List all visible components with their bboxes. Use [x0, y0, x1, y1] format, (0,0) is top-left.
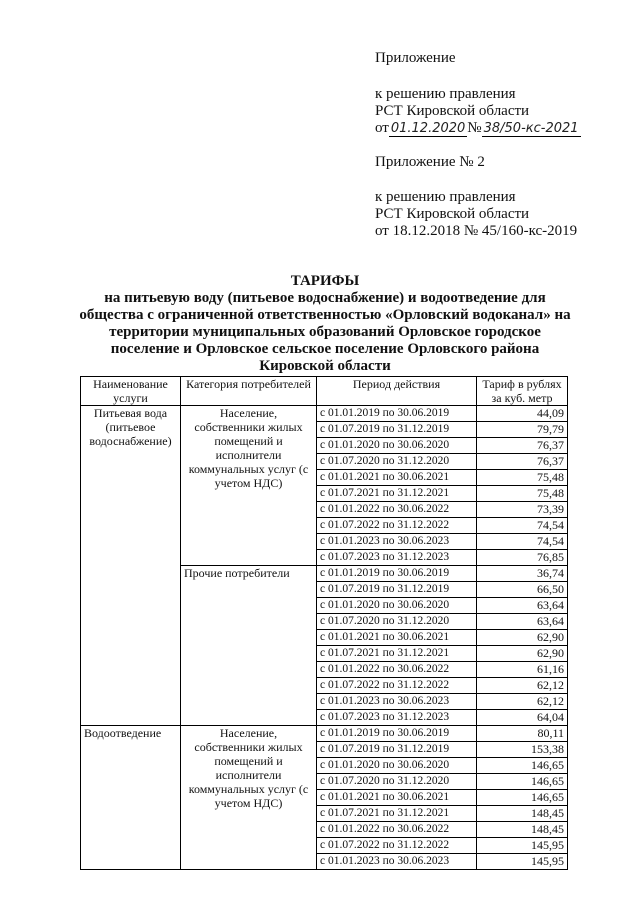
title-line: Кировской области	[259, 358, 391, 374]
tariff-cell: 66,50	[477, 582, 568, 598]
ref-number-sign: №	[467, 120, 482, 136]
consumer-category-cell: Население, собственники жилых помещений и исполнители коммунальных услуг (с учетом НДС)	[181, 726, 317, 870]
consumer-category-cell: Прочие потребители	[181, 566, 317, 726]
tariff-cell: 76,85	[477, 550, 568, 566]
period-cell: с 01.01.2022 по 30.06.2022	[317, 662, 477, 678]
period-cell: с 01.07.2023 по 31.12.2023	[317, 550, 477, 566]
period-cell: с 01.01.2019 по 30.06.2019	[317, 406, 477, 422]
tariff-cell: 145,95	[477, 838, 568, 854]
decision-label: к решению правления	[375, 86, 516, 102]
title-line: общества с ограниченной ответственностью «Орловский водоканал» на	[79, 307, 571, 323]
header-period: Период действия	[317, 377, 477, 406]
title-line: территории муниципальных образований Орловское городское	[109, 324, 541, 340]
period-cell: с 01.07.2019 по 31.12.2019	[317, 742, 477, 758]
period-cell: с 01.01.2020 по 30.06.2020	[317, 758, 477, 774]
title-line: поселение и Орловское сельское поселение Орловского района	[110, 341, 540, 357]
tariff-cell: 148,45	[477, 806, 568, 822]
decision-2-reference: от 18.12.2018 № 45/160-кс-2019	[375, 223, 578, 239]
period-cell: с 01.07.2020 по 31.12.2020	[317, 454, 477, 470]
period-cell: с 01.01.2022 по 30.06.2022	[317, 502, 477, 518]
tariff-cell: 62,12	[477, 678, 568, 694]
table-row	[81, 726, 568, 742]
tariff-cell: 62,90	[477, 646, 568, 662]
tariff-table	[80, 376, 568, 870]
period-cell: с 01.01.2020 по 30.06.2020	[317, 438, 477, 454]
tariff-cell: 64,04	[477, 710, 568, 726]
period-cell: с 01.01.2019 по 30.06.2019	[317, 566, 477, 582]
appendix-label: Приложение	[375, 50, 456, 66]
decision-reference	[375, 120, 581, 137]
ref-prefix: от	[375, 120, 389, 136]
tariff-cell: 145,95	[477, 854, 568, 870]
header-service: Наименование услуги	[81, 377, 181, 406]
tariff-cell: 36,74	[477, 566, 568, 582]
period-cell: с 01.07.2019 по 31.12.2019	[317, 582, 477, 598]
tariff-cell: 73,39	[477, 502, 568, 518]
tariff-cell: 153,38	[477, 742, 568, 758]
tariff-cell: 75,48	[477, 486, 568, 502]
period-cell: с 01.01.2021 по 30.06.2021	[317, 630, 477, 646]
period-cell: с 01.07.2020 по 31.12.2020	[317, 774, 477, 790]
org-2-label: РСТ Кировской области	[375, 206, 530, 222]
period-cell: с 01.01.2021 по 30.06.2021	[317, 790, 477, 806]
tariff-cell: 146,65	[477, 774, 568, 790]
tariff-cell: 61,16	[477, 662, 568, 678]
period-cell: с 01.07.2022 по 31.12.2022	[317, 838, 477, 854]
period-cell: с 01.07.2021 по 31.12.2021	[317, 486, 477, 502]
tariff-cell: 63,64	[477, 614, 568, 630]
tariff-cell: 76,37	[477, 454, 568, 470]
period-cell: с 01.07.2023 по 31.12.2023	[317, 710, 477, 726]
tariff-cell: 44,09	[477, 406, 568, 422]
tariff-cell: 62,12	[477, 694, 568, 710]
tariff-cell: 146,65	[477, 790, 568, 806]
period-cell: с 01.01.2020 по 30.06.2020	[317, 598, 477, 614]
period-cell: с 01.01.2021 по 30.06.2021	[317, 470, 477, 486]
period-cell: с 01.07.2021 по 31.12.2021	[317, 646, 477, 662]
document-title	[60, 273, 590, 375]
period-cell: с 01.07.2022 по 31.12.2022	[317, 678, 477, 694]
tariff-cell: 76,37	[477, 438, 568, 454]
period-cell: с 01.01.2023 по 30.06.2023	[317, 534, 477, 550]
period-cell: с 01.01.2023 по 30.06.2023	[317, 694, 477, 710]
period-cell: с 01.07.2022 по 31.12.2022	[317, 518, 477, 534]
period-cell: с 01.01.2022 по 30.06.2022	[317, 822, 477, 838]
tariff-cell: 79,79	[477, 422, 568, 438]
decision-2-label: к решению правления	[375, 189, 516, 205]
period-cell: с 01.07.2019 по 31.12.2019	[317, 422, 477, 438]
ref-number-handwritten: 38/50-кс-2021	[483, 121, 579, 136]
title-heading: ТАРИФЫ	[290, 273, 360, 289]
period-cell: с 01.01.2019 по 30.06.2019	[317, 726, 477, 742]
appendix-2-label: Приложение № 2	[375, 154, 485, 170]
period-cell: с 01.07.2021 по 31.12.2021	[317, 806, 477, 822]
tariff-cell: 74,54	[477, 518, 568, 534]
tariff-cell: 62,90	[477, 630, 568, 646]
tariff-cell: 146,65	[477, 758, 568, 774]
ref-date-handwritten: 01.12.2020	[390, 121, 466, 136]
table-header-row	[81, 377, 568, 406]
title-line: на питьевую воду (питьевое водоснабжение) и водоотведение для	[104, 290, 546, 306]
header-category: Категория потребителей	[181, 377, 317, 406]
service-name-cell: Питьевая вода (питьевое водоснабжение)	[81, 406, 181, 726]
consumer-category-cell: Население, собственники жилых помещений и исполнители коммунальных услуг (с учетом НДС)	[181, 406, 317, 566]
tariff-cell: 148,45	[477, 822, 568, 838]
org-label: РСТ Кировской области	[375, 103, 530, 119]
service-name-cell: Водоотведение	[81, 726, 181, 870]
tariff-cell: 63,64	[477, 598, 568, 614]
period-cell: с 01.01.2023 по 30.06.2023	[317, 854, 477, 870]
table-row	[81, 406, 568, 422]
tariff-cell: 74,54	[477, 534, 568, 550]
header-tariff: Тариф в рублях за куб. метр	[477, 377, 568, 406]
tariff-cell: 75,48	[477, 470, 568, 486]
tariff-cell: 80,11	[477, 726, 568, 742]
period-cell: с 01.07.2020 по 31.12.2020	[317, 614, 477, 630]
